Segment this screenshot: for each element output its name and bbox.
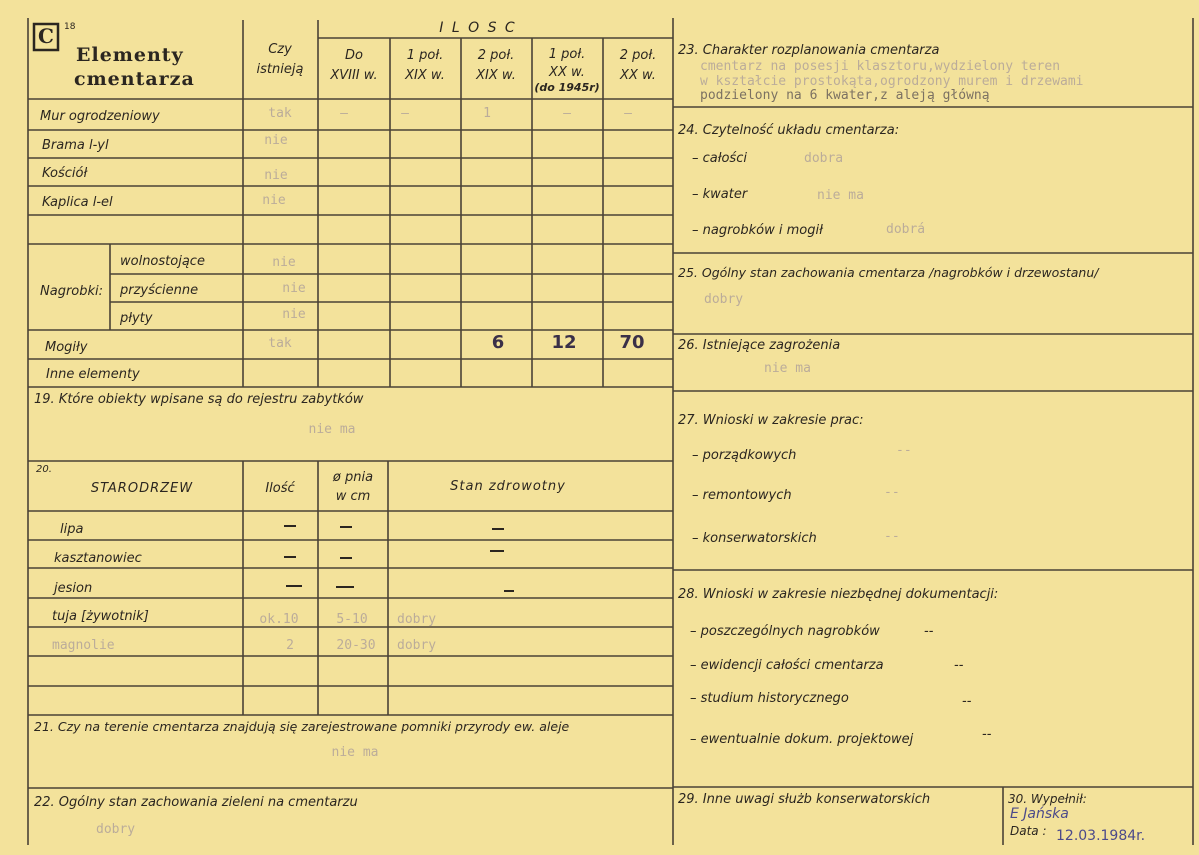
tree-tuja-ilosc: ok.10 xyxy=(259,612,299,627)
nagrobki-plyty-czy: nie xyxy=(282,307,306,322)
mogily-label: Mogiły xyxy=(45,340,88,355)
data-label: Data : xyxy=(1010,824,1047,838)
tree-magnolie-stan: dobry xyxy=(397,638,437,653)
mogily-czy: tak xyxy=(268,336,292,351)
q23-line-1: cmentarz na posesji klasztoru,wydzielony teren xyxy=(700,59,1061,74)
tree-pnia-header-2: w cm xyxy=(335,489,371,504)
q21-answer: nie ma xyxy=(331,745,379,760)
q28-projektowej-label: – ewentualnie dokum. projektowej xyxy=(690,732,914,747)
q22-answer: dobry xyxy=(96,822,136,837)
row-label-mur: Mur ogrodzeniowy xyxy=(40,109,160,124)
q25-label: 25. Ogólny stan zachowania cmentarza /nagrobków i drzewostanu/ xyxy=(678,265,1099,280)
q22-label: 22. Ogólny stan zachowania zieleni na cmentarzu xyxy=(34,795,358,810)
tree-lipa-ilosc-dash xyxy=(284,525,296,527)
section-code: C xyxy=(38,24,55,48)
q30-label: 30. Wypełnił: xyxy=(1008,792,1087,806)
q26-answer: nie ma xyxy=(764,361,811,376)
q28-studium-label: – studium historycznego xyxy=(690,691,849,706)
q23-line-3: podzielony na 6 kwater,z aleją główną xyxy=(700,88,990,103)
tree-kasztanowiec-ilosc-dash xyxy=(284,556,296,558)
tree-stan-header: Stan zdrowotny xyxy=(450,479,566,494)
q29-label: 29. Inne uwagi służb konserwatorskich xyxy=(678,792,931,807)
q30-name: E Jańska xyxy=(1010,806,1069,822)
q27-remontowych-label: – remontowych xyxy=(692,488,792,503)
section-number: 18 xyxy=(64,22,76,32)
row-czy-kaplica: nie xyxy=(262,193,286,208)
nagrobki-przyscienne-czy: nie xyxy=(282,281,306,296)
q20-number: 20. xyxy=(36,464,52,475)
q26-label: 26. Istniejące zagrożenia xyxy=(678,338,841,353)
q24-nagrobkow-value: dobrá xyxy=(886,222,926,237)
row-mur-val-5: – xyxy=(624,106,632,121)
tree-lipa-pnia-dash xyxy=(340,526,352,528)
col-header-5-l1: 2 poł. xyxy=(619,48,657,63)
col-header-3-l1: 2 poł. xyxy=(477,48,515,63)
col-header-4-l3: (do 1945r) xyxy=(534,81,600,94)
nagrobki-wolnostojace: wolnostojące xyxy=(120,254,205,269)
q27-konserwatorskich-label: – konserwatorskich xyxy=(692,531,817,546)
tree-name-jesion: jesion xyxy=(54,581,93,596)
q28-studium-value: -- xyxy=(962,694,972,709)
col-header-1-l2: XVIII w. xyxy=(330,68,378,83)
col-header-3-l2: XIX w. xyxy=(476,68,516,83)
q24-label: 24. Czytelność układu cmentarza: xyxy=(678,123,900,138)
tree-name-lipa: lipa xyxy=(60,522,84,537)
q25-answer: dobry xyxy=(704,292,744,307)
nagrobki-plyty: płyty xyxy=(120,311,153,326)
q24-kwater-value: nie ma xyxy=(817,188,864,203)
row-label-brama: Brama l-yl xyxy=(42,138,109,153)
q21-label: 21. Czy na terenie cmentarza znajdują się zarejestrowane pomniki przyrody ew. aleje xyxy=(34,719,570,734)
q24-calosci-value: dobra xyxy=(804,151,844,166)
q24-calosci-label: – całości xyxy=(692,151,747,166)
elements-title-1: Elementy xyxy=(76,44,184,66)
col-header-5-l2: XX w. xyxy=(620,68,656,83)
q23-label: 23. Charakter rozplanowania cmentarza xyxy=(678,43,940,58)
tree-name-tuja: tuja [żywotnik] xyxy=(52,609,149,624)
q27-label: 27. Wnioski w zakresie prac: xyxy=(678,413,864,428)
q27-konserwatorskich-value: -- xyxy=(884,529,900,544)
mogily-val-2: 12 xyxy=(551,332,577,353)
row-czy-mur: tak xyxy=(268,106,292,121)
row-label-kaplica: Kaplica l-el xyxy=(42,195,113,210)
nagrobki-label: Nagrobki: xyxy=(40,284,104,299)
col-header-4-l1: 1 poł. xyxy=(548,47,586,62)
tree-tuja-pnia: 5-10 xyxy=(336,612,368,627)
starodrzew-header: STARODRZEW xyxy=(90,481,194,496)
tree-pnia-header-1: ø pnia xyxy=(332,470,374,485)
czy-header-2: istnieją xyxy=(256,62,304,77)
row-mur-val-3: 1 xyxy=(483,106,491,121)
inne-elementy-label: Inne elementy xyxy=(46,367,140,382)
q28-ewidencji-label: – ewidencji całości cmentarza xyxy=(690,658,884,673)
tree-magnolie-ilosc: 2 xyxy=(286,638,294,653)
tree-tuja-stan: dobry xyxy=(397,612,437,627)
tree-kasztanowiec-pnia-dash xyxy=(340,557,352,559)
tree-jesion-stan-dash xyxy=(504,590,514,592)
q28-projektowej-value: -- xyxy=(982,727,992,742)
col-header-2-l2: XIX w. xyxy=(405,68,445,83)
tree-jesion-ilosc-dash xyxy=(286,585,302,587)
tree-magnolie-pnia: 20-30 xyxy=(336,638,376,653)
col-header-1-l1: Do xyxy=(345,48,363,63)
q27-remontowych-value: -- xyxy=(884,485,900,500)
q24-kwater-label: – kwater xyxy=(692,187,748,202)
data-value: 12.03.1984r. xyxy=(1056,828,1146,844)
czy-header-1: Czy xyxy=(268,42,292,57)
row-czy-brama: nie xyxy=(264,133,288,148)
col-header-4-l2: XX w. xyxy=(549,65,585,80)
ilosc-header: I L O S C xyxy=(439,20,517,36)
elements-title-2: cmentarza xyxy=(74,68,195,90)
row-mur-val-1: – xyxy=(340,106,348,121)
q28-label: 28. Wnioski w zakresie niezbędnej dokumentacji: xyxy=(678,587,999,602)
q27-porzadkowych-label: – porządkowych xyxy=(692,448,797,463)
tree-ilosc-header: Ilość xyxy=(265,481,295,496)
q28-nagrobkow-value: -- xyxy=(924,624,934,639)
tree-jesion-pnia-dash xyxy=(336,586,354,588)
row-label-kosciol: Kościół xyxy=(42,166,88,181)
tree-lipa-stan-dash xyxy=(492,528,504,530)
q19-answer: nie ma xyxy=(308,422,356,437)
q19-label: 19. Które obiekty wpisane są do rejestru zabytków xyxy=(34,392,364,407)
mogily-val-1: 6 xyxy=(491,332,505,353)
q27-porzadkowych-value: -- xyxy=(896,443,912,458)
mogily-val-3: 70 xyxy=(619,332,645,353)
row-mur-val-2: – xyxy=(401,106,409,121)
tree-name-kasztanowiec: kasztanowiec xyxy=(54,551,142,566)
q28-ewidencji-value: -- xyxy=(954,658,964,673)
row-mur-val-4: – xyxy=(563,106,571,121)
tree-name-magnolie: magnolie xyxy=(52,638,115,653)
col-header-2-l1: 1 poł. xyxy=(406,48,444,63)
nagrobki-wolnostojace-czy: nie xyxy=(272,255,296,270)
row-czy-kosciol: nie xyxy=(264,168,288,183)
tree-kasztanowiec-stan-dash xyxy=(490,550,504,552)
q28-nagrobkow-label: – poszczególnych nagrobków xyxy=(690,624,880,639)
q23-line-2: w kształcie prostokąta,ogrodzony murem i drzewami xyxy=(700,74,1084,89)
q24-nagrobkow-label: – nagrobków i mogił xyxy=(692,223,823,238)
nagrobki-przyscienne: przyścienne xyxy=(120,283,199,298)
